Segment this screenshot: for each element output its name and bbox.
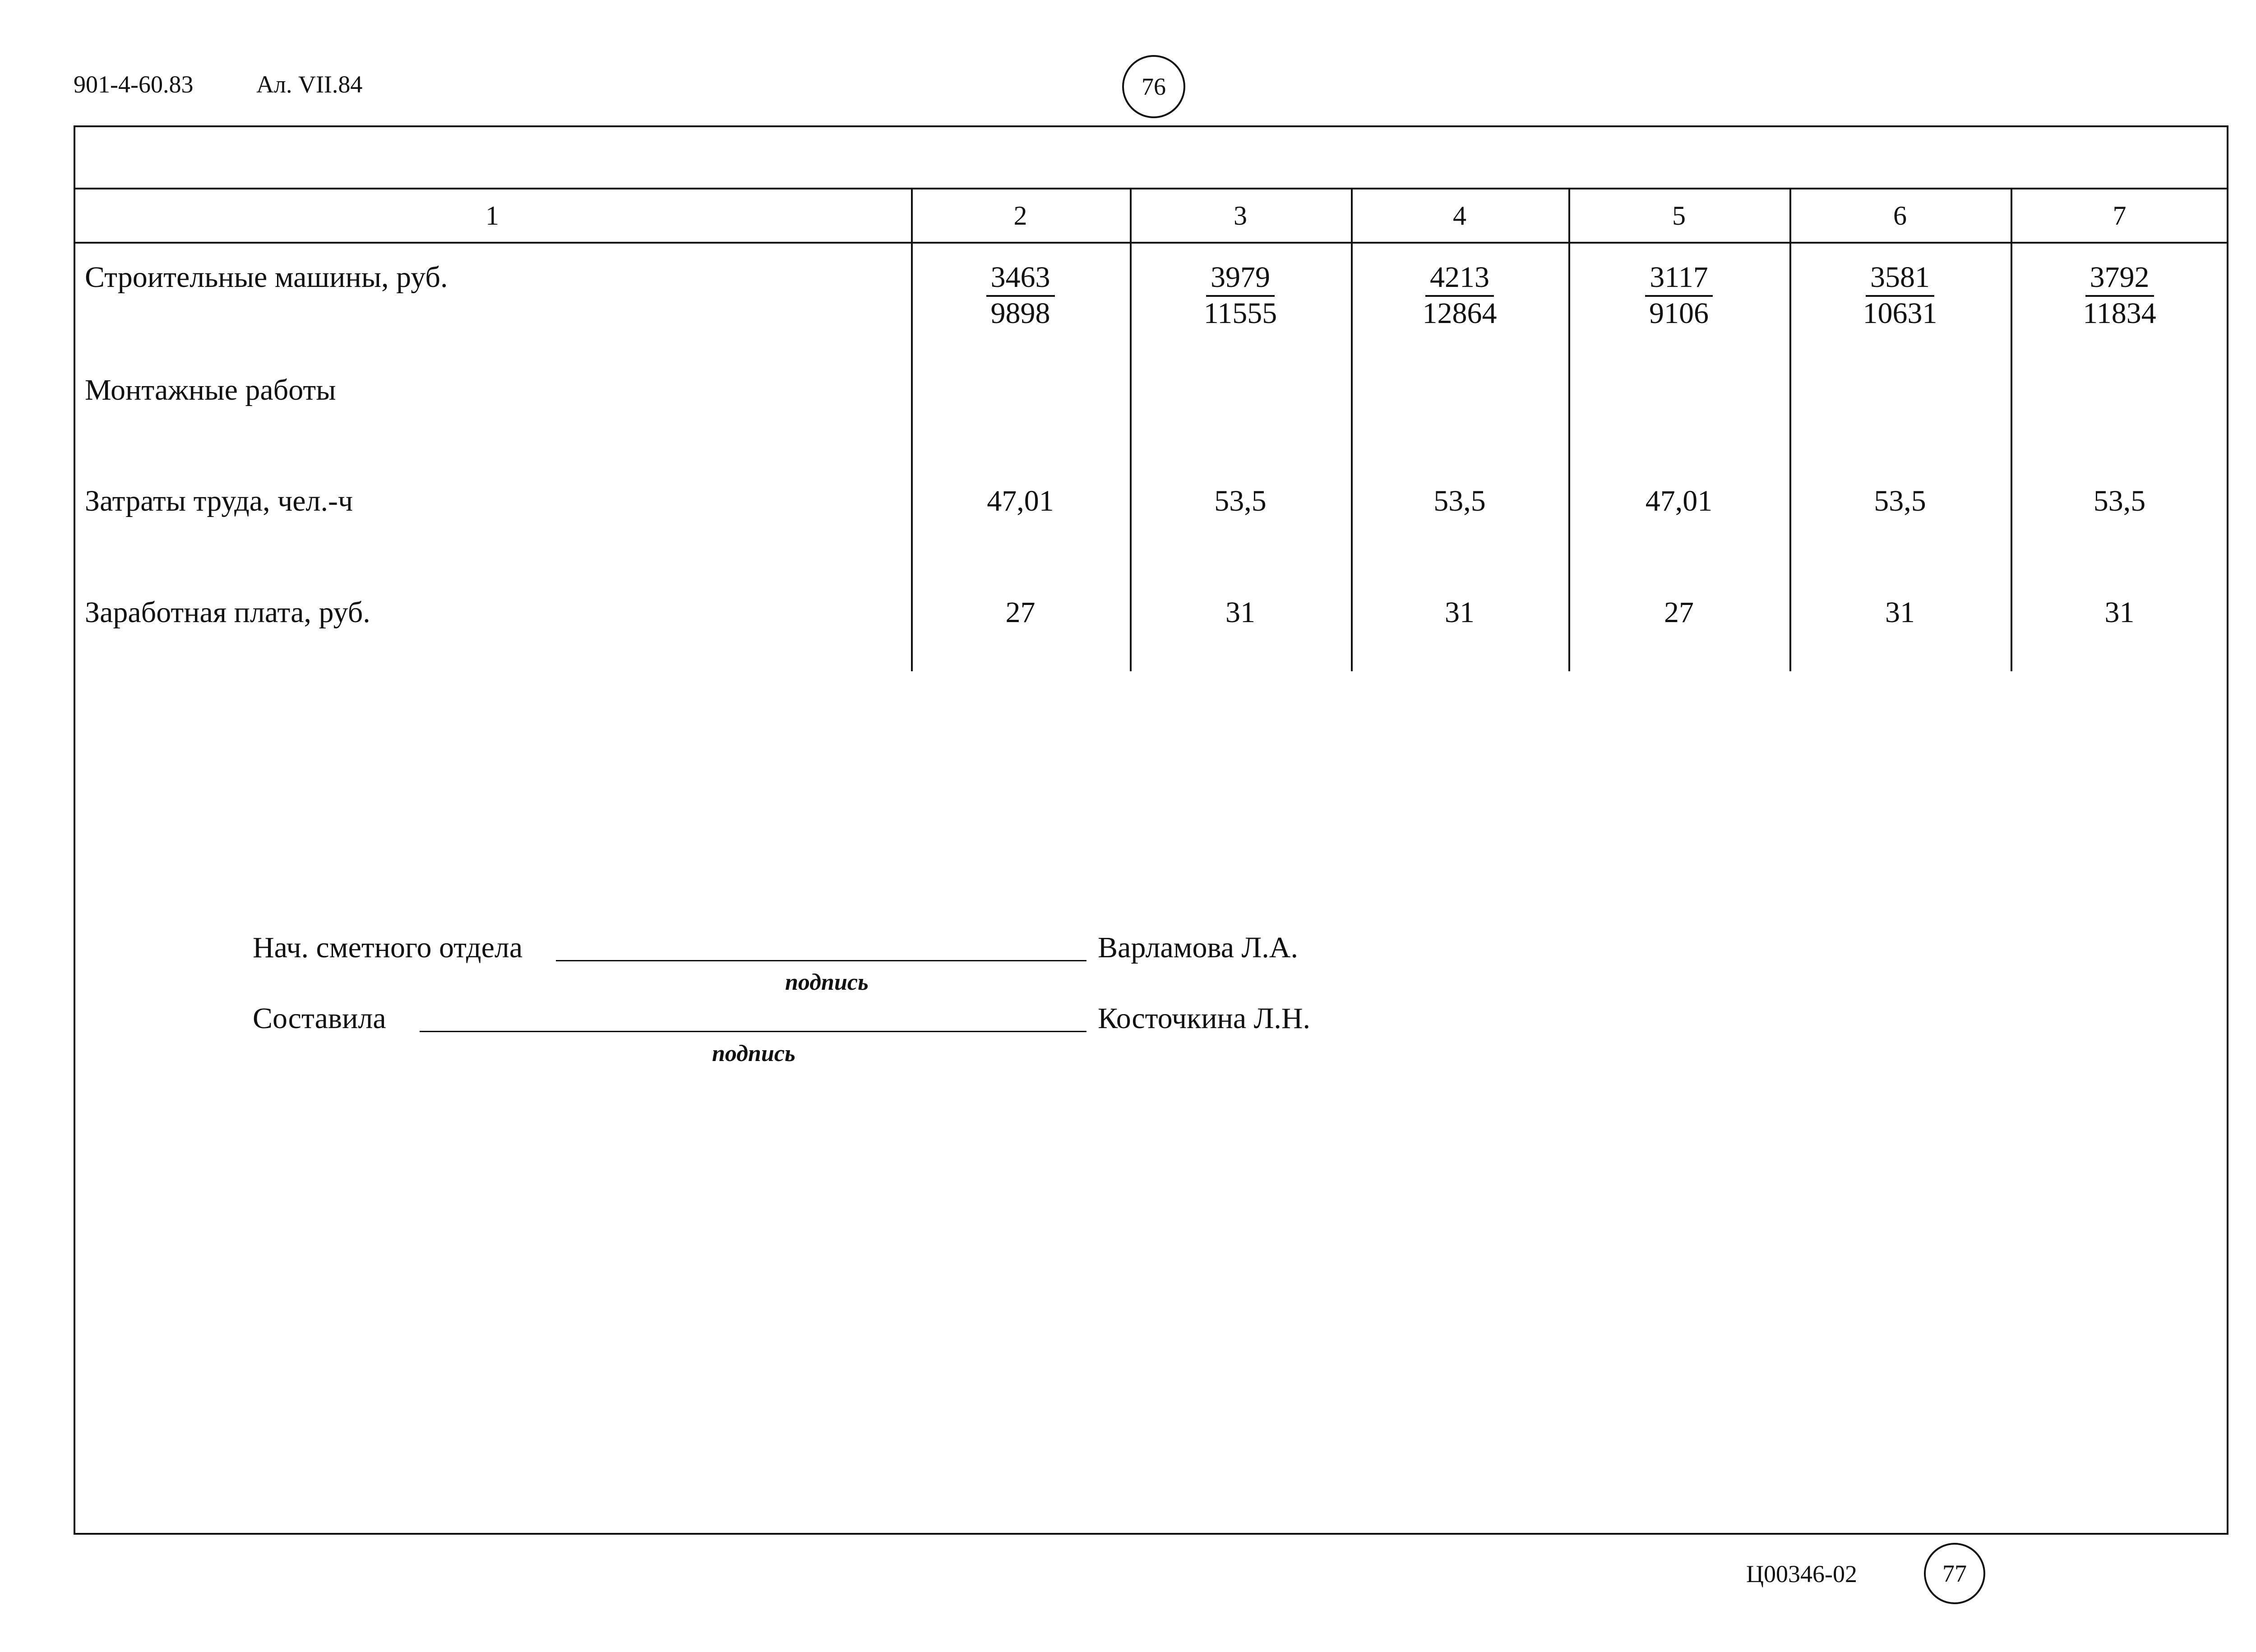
fraction-numerator: 3979: [1206, 263, 1275, 297]
page-frame: [74, 125, 2228, 1535]
fraction-denominator: 11834: [2083, 297, 2156, 330]
fraction-value: [1568, 263, 1789, 328]
signature-name: Косточкина Л.Н.: [1098, 1002, 1311, 1035]
signature-role: Составила: [253, 1002, 386, 1035]
signature-hint: подпись: [785, 969, 869, 995]
album-number: Ал. VII.84: [256, 71, 363, 98]
column-number: 7: [2113, 201, 2127, 231]
header-row-bottom-line: [74, 242, 2228, 244]
fraction-numerator: 3117: [1645, 263, 1713, 297]
table-cell: 31: [1225, 596, 1255, 629]
fraction-denominator: 10631: [1863, 297, 1937, 330]
column-number: 1: [485, 201, 499, 231]
fraction-denominator: 11555: [1203, 297, 1277, 330]
table-cell: 53,5: [1433, 485, 1486, 517]
column-number: 6: [1893, 201, 1907, 231]
table-cell: 53,5: [1874, 485, 1926, 517]
column-number: 4: [1453, 201, 1466, 231]
fraction-value: [1130, 263, 1351, 328]
page-number-circle: [1122, 55, 1185, 118]
table-cell: 27: [1005, 596, 1036, 629]
row-label-labor-costs: Затраты труда, чел.-ч: [85, 485, 353, 517]
column-number: 3: [1234, 201, 1247, 231]
column-number: 2: [1013, 201, 1027, 231]
signature-role: Нач. сметного отдела: [253, 931, 523, 964]
table-cell: 47,01: [987, 485, 1054, 517]
row-label-construction-machines: Строительные машины, руб.: [85, 261, 448, 294]
column-number: 5: [1672, 201, 1686, 231]
row-label-wages: Заработная плата, руб.: [85, 596, 370, 629]
page-number: 76: [1142, 73, 1166, 100]
fraction-numerator: 4213: [1425, 263, 1494, 297]
table-cell: 31: [1445, 596, 1475, 629]
fraction-denominator: 12864: [1422, 297, 1497, 330]
header-row-top-line: [74, 188, 2228, 189]
footer-page-number-circle: [1924, 1543, 1985, 1604]
signature-hint: подпись: [712, 1041, 795, 1066]
footer-code: Ц00346-02: [1746, 1560, 1857, 1587]
table-cell: 31: [2104, 596, 2135, 629]
row-label-installation-works: Монтажные работы: [85, 374, 336, 406]
fraction-numerator: 3792: [2085, 263, 2154, 297]
table-cell: 47,01: [1645, 485, 1713, 517]
footer-page-number: 77: [1942, 1560, 1967, 1587]
fraction-value: [1351, 263, 1568, 328]
table-cell: 53,5: [2093, 485, 2146, 517]
fraction-numerator: 3463: [986, 263, 1055, 297]
signature-name: Варламова Л.А.: [1098, 931, 1298, 964]
document-code: 901-4-60.83: [74, 71, 194, 98]
fraction-value: [911, 263, 1130, 328]
fraction-value: [1789, 263, 2011, 328]
fraction-value: [2011, 263, 2228, 328]
fraction-denominator: 9106: [1649, 297, 1709, 330]
table-cell: 53,5: [1214, 485, 1267, 517]
table-cell: 27: [1664, 596, 1694, 629]
table-cell: 31: [1885, 596, 1915, 629]
signature-line: [556, 960, 1086, 961]
fraction-numerator: 3581: [1866, 263, 1934, 297]
fraction-denominator: 9898: [990, 297, 1050, 330]
signature-line: [420, 1031, 1086, 1032]
